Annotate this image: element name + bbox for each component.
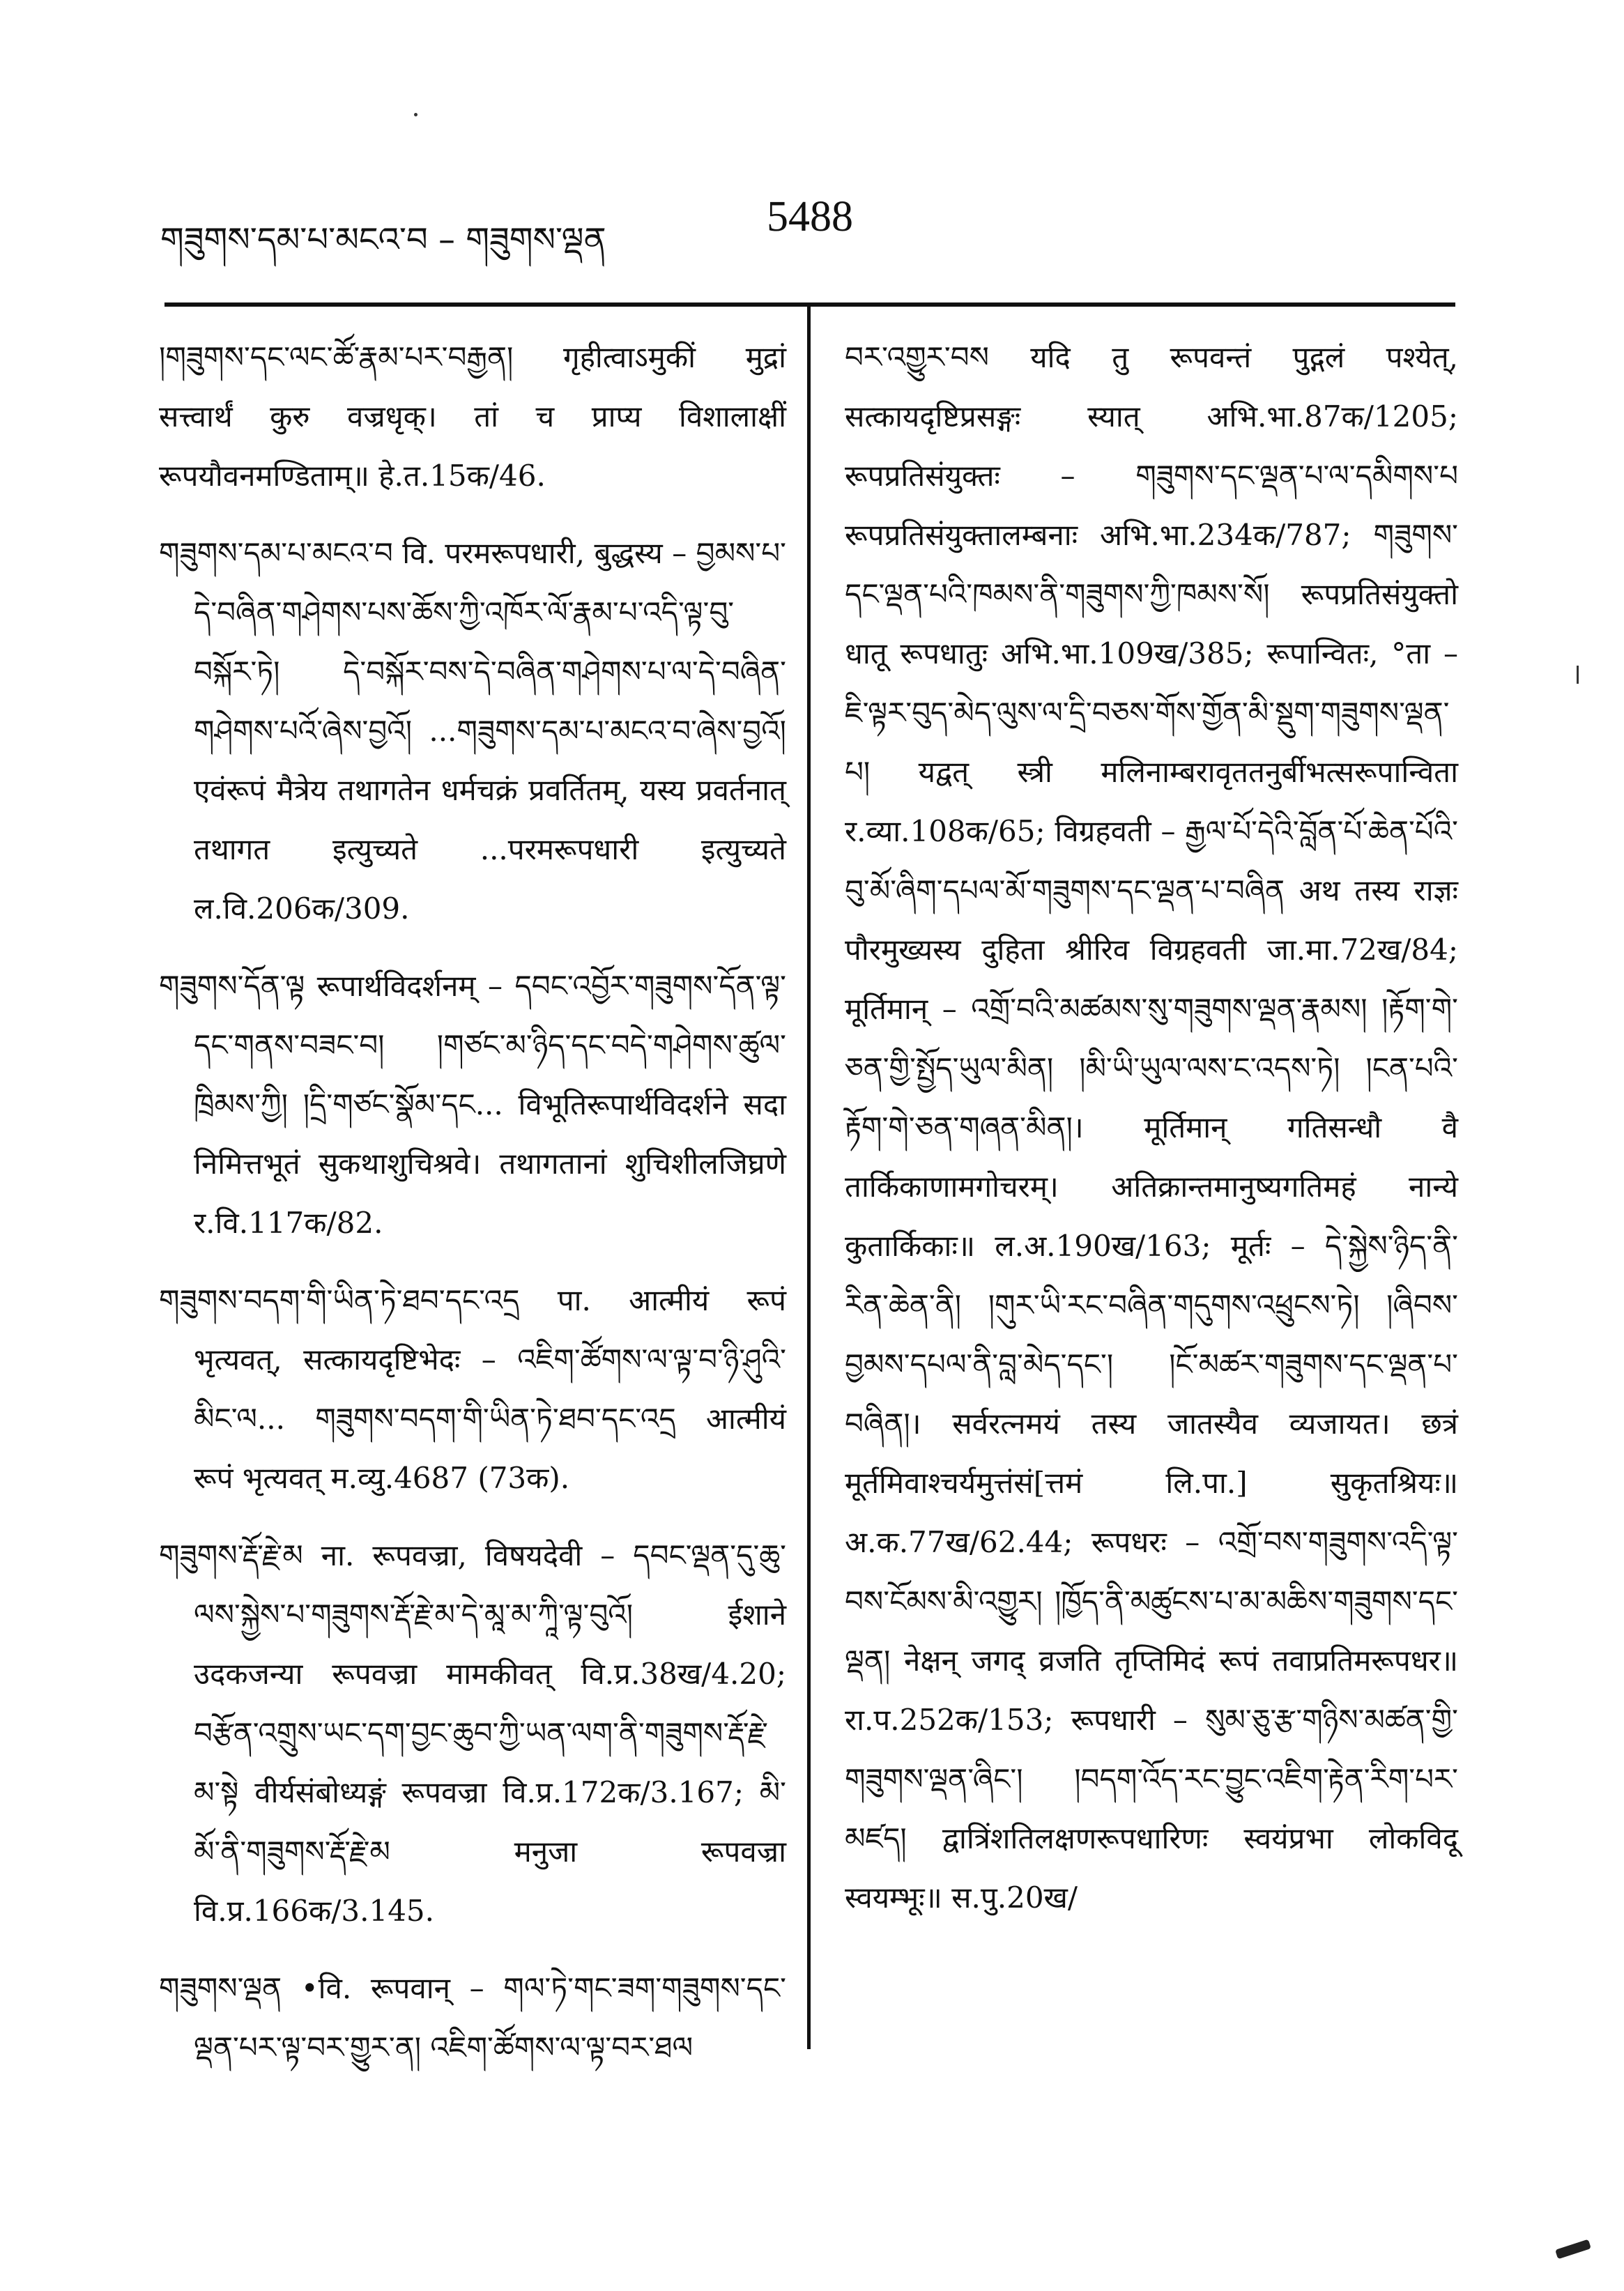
entry-headword: གཟུགས་ལྡན <box>159 1971 282 2005</box>
page-number: 5488 <box>767 193 853 240</box>
entry-headword: གཟུགས་རྡོ་རྗེ་མ <box>159 1538 303 1572</box>
entry-text: पा. आत्मीयं रूपं भृत्यवत्, सत्कायदृष्टिभेदः – འཇིག་ཚོགས་ལ་ལྟ་བ་ཉི་ཤུའི་མིང་ལ... གཟུགས་བདག་གི་ཡིན་ཏེ་ཐབ་དང་འདྲ आत्मीयं रूपं भृत्यवत् म.व्यु.4687 (73क). <box>194 1283 796 1495</box>
entry-text: वि. परमरूपधारी, बुद्धस्य – བྱམས་པ་དེ་བཞིན་གཤེགས་པས་ཆོས་ཀྱི་འཁོར་ལོ་རྣམ་པ་འདི་ལྟ་བུ་བསྐོར་ཏེ། དེ་བསྐོར་བས་དེ་བཞིན་གཤེགས་པ་ལ་དེ་བཞིན་གཤེགས་པའོ་ཞེས་བྱའོ། ...གཟུགས་དམ་པ་མངའ་བ་ཞེས་བྱའོ། एवंरूपं मैत्रेय तथागतेन धर्मचक्रं प्रवर्तितम्, यस्य प्रवर्तनात् तथागत इत्युच्यते ...परमरूपधारी इत्युच्यते ल.वि.206क/309. <box>194 536 796 926</box>
right-column <box>845 328 1468 1927</box>
dictionary-entry <box>845 328 1468 1927</box>
scan-corner-mark <box>1555 2239 1591 2260</box>
left-column <box>159 328 796 2095</box>
entry-text: •वि. रूपवान् – གལ་ཏེ་གང་ཟག་གཟུགས་དང་ལྡན་པར་ལྟ་བར་གྱུར་ན། འཇིག་ཚོགས་ལ་ལྟ་བར་ཐལ <box>194 1971 786 2064</box>
entry-headword: གཟུགས་བདག་གི་ཡིན་ཏེ་ཐབ་དང་འདྲ <box>159 1283 520 1317</box>
entry-text: བར་འགྱུར་བས यदि तु रूपवन्तं पुद्गलं पश्येत्, सत्कायदृष्टिप्रसङ्गः स्यात् अभि.भा.87क/1205; रूपप्रतिसंयुक्तः – གཟུགས་དང་ལྡན་པ་ལ་དམིགས་པ रूपप्रतिसंयुक्तालम्बनाः अभि.भा.234क/787; གཟུགས་དང་ལྡན་པའི་ཁམས་ནི་གཟུགས་ཀྱི་ཁམས་སོ། रूपप्रतिसंयुक्तो धातू रूपधातुः अभि.भा.109ख/385; रूपान्वितः, °ता – ཇི་ལྟར་བུད་མེད་ལུས་ལ་དྲི་བཅས་གོས་གྱོན་མི་སྡུག་གཟུགས་ལྡན་པ། यद्वत् स्त्री मलिनाम्बरावृततनुर्बीभत्सरूपान्विता र.व्या.108क/65; विग्रहवती – རྒྱལ་པོ་དེའི་བློན་པོ་ཆེན་པོའི་བུ་མོ་ཞིག་དཔལ་མོ་གཟུགས་དང་ལྡན་པ་བཞིན अथ तस्य राज्ञः पौरमुख्यस्य दुहिता श्रीरिव विग्रहवती जा.मा.72ख/84; मूर्तिमान् – འགྲོ་བའི་མཚམས་སུ་གཟུགས་ལྡན་རྣམས། །རྟོག་གེ་ཅན་གྱི་སྤྱོད་ཡུལ་མིན། །མི་ཡི་ཡུལ་ལས་ང་འདས་ཏེ། །ངན་པའི་རྟོག་གེ་ཅན་གཞན་མིན།। मूर्तिमान् गतिसन्धौ वै तार्किकाणामगोचरम्। अतिक्रान्तमानुष्यगतिमहं नान्ये कुतार्किकाः॥ ल.अ.190ख/163; मूर्तः – དེ་སྐྱེས་ཉིད་ནི་རིན་ཆེན་ནི། །གུར་ཡི་རང་བཞིན་གདུགས་འཕྲུངས་ཏེ། །ཞིབས་བྱམས་དཔལ་ནི་བླ་མེད་དང་། །ངོ་མཚར་གཟུགས་དང་ལྡན་པ་བཞིན།। सर्वरत्नमयं तस्य जातस्यैव व्यजायत। छत्रं मूर्तमिवाश्चर्यमुत्तंसं[त्तमं लि.पा.] सुकृतश्रियः॥ अ.क.77ख/62.44; रूपधरः – འགྲོ་བས་གཟུགས་འདི་ལྟ་བས་ངོམས་མི་འགྱུར། །ཁྱོད་ནི་མཚུངས་པ་མ་མཆིས་གཟུགས་དང་ལྡན། नेक्षन् जगद् व्रजति तृप्तिमिदं रूपं तवाप्रतिमरूपधर॥ रा.प.252क/153; रूपधारी – སུམ་ཅུ་རྩ་གཉིས་མཚན་གྱི་གཟུགས་ལྡན་ཞིང་། །བདག་འོད་རང་བྱུང་འཇིག་རྟེན་རིག་པར་མཛད། द्वात्रिंशतिलक्षणरूपधारिणः स्वयंप्रभा लोकविदू स्वयम्भूः॥ स.पु.20ख/ <box>845 340 1468 1915</box>
dictionary-entry <box>159 328 796 505</box>
dictionary-entry <box>159 1959 786 2077</box>
dictionary-entry <box>159 1526 796 1940</box>
entry-headword: གཟུགས་དམ་པ་མངའ་བ <box>159 536 393 570</box>
dictionary-entry <box>159 523 796 938</box>
entry-text: །གཟུགས་དང་ལང་ཚོ་རྣམ་པར་བརྒྱན། गृहीत्वाऽमुकीं मुद्रां सत्त्वार्थं कुरु वज्रधृक्। तां च प्राप्य विशालाक्षीं रूपयौवनमण्डिताम्॥ हे.त.15क/46. <box>159 340 796 493</box>
entry-text: रूपार्थविदर्शनम् – དབང་འབྱོར་གཟུགས་དོན་ལྟ་དང་གནས་བཟང་བ། །གཙང་མ་ཉིད་དང་བདེ་གཤེགས་ཚུལ་ཁྲིམས་ཀྱི། །དྲི་གཙང་སྣོམ་དང... विभूतिरूपार्थविदर्शने सदा निमित्तभूतं सुकथाशुचिश्रवे। तथागतानां शुचिशीलजिघ्रणे र.वि.117क/82. <box>194 969 796 1240</box>
dictionary-entry <box>159 956 796 1252</box>
guide-words: གཟུགས་དམ་པ་མངའ་བ – གཟུགས་ལྡན <box>160 220 606 259</box>
entry-headword: གཟུགས་དོན་ལྟ <box>159 969 305 1003</box>
page-header <box>160 188 1457 265</box>
margin-mark <box>1577 666 1579 684</box>
scan-speck <box>414 113 418 116</box>
column-divider <box>807 307 811 2049</box>
entry-text: ना. रूपवज्रा, विषयदेवी – དབང་ལྡན་དུ་ཆུ་ལས་སྐྱེས་པ་གཟུགས་རྡོ་རྗེ་མ་དེ་མཱ་མ་ཀཱི་ལྟ་བུའོ། ईशाने उदकजन्या रूपवज्रा मामकीवत् वि.प्र.38ख/4.20; བརྩོན་འགྲུས་ཡང་དག་བྱང་ཆུབ་ཀྱི་ཡན་ལག་ནི་གཟུགས་རྡོ་རྗེ་མ་སྟེ वीर्यसंबोध्यङ्गं रूपवज्रा वि.प्र.172क/3.167; མི་མོ་ནི་གཟུགས་རྡོ་རྗེ་མ मनुजा रूपवज्रा वि.प्र.166क/3.145. <box>194 1538 796 1928</box>
dictionary-entry <box>159 1271 796 1508</box>
